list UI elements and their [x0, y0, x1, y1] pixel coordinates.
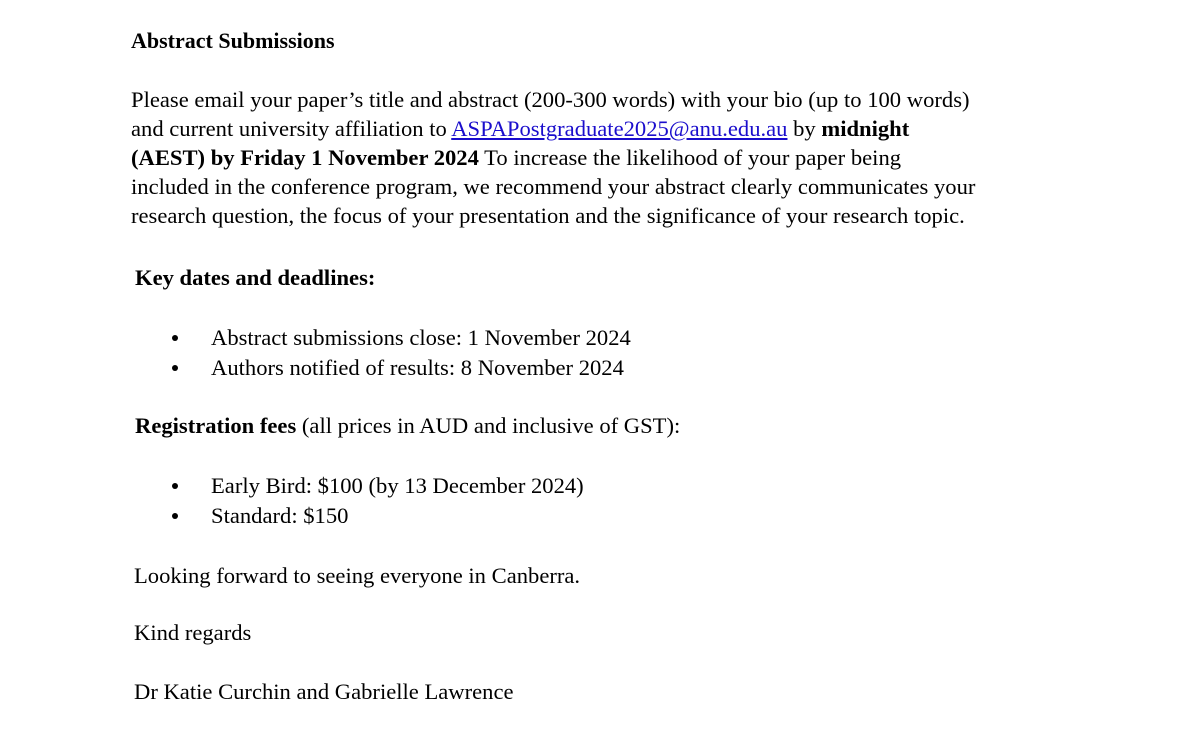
list-item	[170, 353, 631, 383]
list-item	[170, 471, 584, 501]
intro-line-3	[131, 143, 1091, 172]
bullet-icon	[172, 483, 178, 489]
deadline-midnight: midnight	[821, 116, 910, 141]
fee-text: Standard: $150	[211, 502, 349, 528]
key-dates-list	[170, 323, 631, 382]
registration-fees-title	[135, 412, 680, 440]
signature-names: Dr Katie Curchin and Gabrielle Lawrence	[134, 679, 514, 704]
list-item	[170, 323, 631, 353]
email-link[interactable]: ASPAPostgraduate2025@anu.edu.au	[451, 116, 788, 141]
intro-line-2-text: and current university affiliation to	[131, 116, 452, 141]
intro-line-1: Please email your paper’s title and abstract (200-300 words) with your bio (up to 100 words)	[131, 87, 970, 112]
fees-list	[170, 471, 584, 530]
key-date-text: Abstract submissions close: 1 November 2024	[211, 325, 631, 350]
list-item	[170, 501, 584, 531]
key-date-text: Authors notified of results: 8 November 2024	[211, 354, 624, 380]
bullet-icon	[172, 513, 178, 519]
registration-fees-note: (all prices in AUD and inclusive of GST):	[296, 413, 681, 438]
intro-paragraph	[131, 85, 1091, 230]
bullet-icon	[172, 335, 178, 341]
section-heading-abstract-submissions: Abstract Submissions	[131, 28, 335, 53]
intro-line-3-text: To increase the likelihood of your paper being	[478, 145, 902, 170]
intro-line-2-by: by	[787, 116, 822, 141]
deadline-date: (AEST) by Friday 1 November 2024	[131, 145, 479, 170]
intro-line-5: research question, the focus of your presentation and the significance of your research topic.	[131, 203, 965, 228]
signoff: Kind regards	[134, 620, 252, 645]
bullet-icon	[172, 365, 178, 371]
registration-fees-label: Registration fees	[135, 413, 297, 438]
key-dates-title: Key dates and deadlines:	[135, 265, 376, 290]
intro-line-2	[131, 114, 1091, 143]
fee-text: Early Bird: $100 (by 13 December 2024)	[211, 473, 584, 498]
intro-line-4: included in the conference program, we recommend your abstract clearly communicates your	[131, 174, 976, 199]
closing-message: Looking forward to seeing everyone in Canberra.	[134, 563, 581, 588]
